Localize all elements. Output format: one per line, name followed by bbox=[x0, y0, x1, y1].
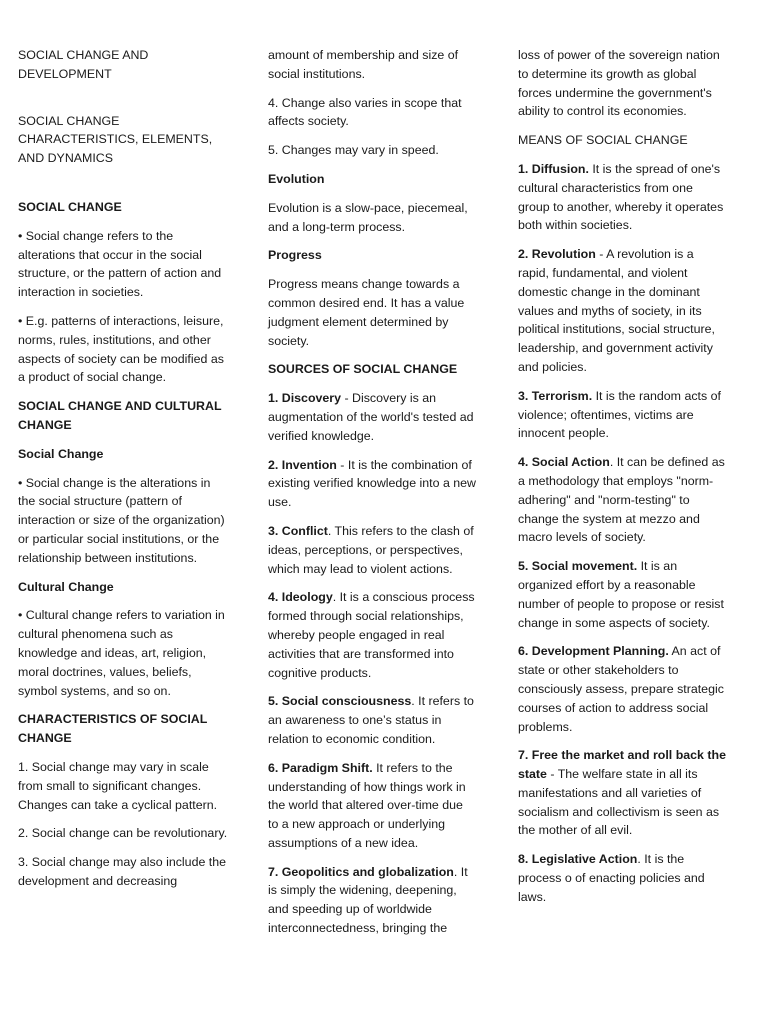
column-1 bbox=[18, 46, 228, 901]
source-5-label: 5. Social consciousness bbox=[268, 694, 412, 709]
source-1-text: - Discovery is an augmentation of the world's tested ad verified knowledge. bbox=[268, 391, 474, 443]
heading-social-change-sub: Social Change bbox=[18, 446, 104, 461]
source-2-text: - It is the combination of existing verified knowledge into a new use. bbox=[268, 457, 477, 510]
heading-social-and-cultural-change: SOCIAL CHANGE AND CULTURAL CHANGE bbox=[18, 399, 222, 432]
means-1-label: 1. Diffusion. bbox=[518, 161, 589, 176]
means-2-label: 2. Revolution bbox=[518, 247, 596, 262]
heading-sources: SOURCES OF SOCIAL CHANGE bbox=[268, 362, 458, 377]
means-3-label: 3. Terrorism. bbox=[518, 388, 593, 403]
source-6-text: It refers to the understanding of how things work in the world that altered over-time due to a new approach or underlying assumptions of a new idea. bbox=[268, 760, 466, 850]
means-7-text: - The welfare state in all its manifestations and all varieties of socialism and collectivism is seen as the mother of all evil. bbox=[518, 767, 720, 838]
means-1-text: It is the spread of one's cultural characteristics from one group to another, whereby it operates both within societies. bbox=[518, 161, 724, 233]
heading-characteristics: CHARACTERISTICS OF SOCIAL CHANGE bbox=[18, 712, 208, 746]
source-7-text: . It is simply the widening, deepening, and speeding up of worldwide interconnectedness, bringing the bbox=[268, 864, 468, 936]
progress-definition: Progress means change towards a common desired end. It has a value judgment element determined by society. bbox=[268, 277, 465, 348]
source-7 bbox=[268, 863, 476, 938]
source-4-label: 4. Ideology bbox=[268, 590, 333, 605]
characteristic-3: 3. Social change may also include the development and decreasing bbox=[18, 855, 227, 888]
characteristic-5: 5. Changes may vary in speed. bbox=[268, 143, 439, 158]
means-5 bbox=[518, 557, 728, 632]
source-7-continued: loss of power of the sovereign nation to determine its growth as global forces undermine the government's ability to control its economies. bbox=[518, 48, 720, 119]
means-7-label: 7. Free the market and roll back the state bbox=[518, 748, 726, 782]
cultural-change-definition: • Cultural change refers to variation in cultural phenomena such as knowledge and ideas, art, religion, moral doctrines, values, beliefs, symbol systems, and so on. bbox=[18, 608, 225, 698]
column-2 bbox=[268, 46, 476, 948]
means-1 bbox=[518, 160, 728, 235]
social-change-definition: • Social change is the alterations in the social structure (pattern of interaction or size of the organization) or particular social institutions, or the relationship between institutions. bbox=[18, 475, 225, 565]
means-2 bbox=[518, 245, 728, 377]
means-8 bbox=[518, 850, 728, 906]
heading-progress: Progress bbox=[268, 248, 322, 263]
source-4-text: . It is a conscious process formed through social relationships, whereby people engaged in real activities that are transformed into cognitive products. bbox=[268, 590, 475, 680]
characteristic-4: 4. Change also varies in scope that affects society. bbox=[268, 95, 462, 129]
source-2-label: 2. Invention bbox=[268, 457, 337, 472]
source-7-label: 7. Geopolitics and globalization bbox=[268, 864, 454, 879]
heading-means: MEANS OF SOCIAL CHANGE bbox=[518, 133, 688, 148]
means-2-text: - A revolution is a rapid, fundamental, and violent domestic change in the dominant values and myths of society, in its political institutions, social structure, leadership, and government activity and policies. bbox=[518, 247, 715, 374]
source-1 bbox=[268, 389, 476, 445]
heading-social-change: SOCIAL CHANGE bbox=[18, 199, 122, 214]
means-5-label: 5. Social movement. bbox=[518, 559, 638, 574]
source-5 bbox=[268, 692, 476, 748]
means-8-text: . It is the process o of enacting policies and laws. bbox=[518, 852, 705, 904]
source-2 bbox=[268, 456, 476, 512]
characteristic-1: 1. Social change may vary in scale from small to significant changes. Changes can take a cyclical pattern. bbox=[18, 759, 218, 812]
document-subtitle: SOCIAL CHANGE CHARACTERISTICS, ELEMENTS, AND DYNAMICS bbox=[18, 113, 213, 166]
characteristic-3-continued: amount of membership and size of social institutions. bbox=[268, 48, 459, 81]
means-8-label: 8. Legislative Action bbox=[518, 852, 638, 867]
social-change-bullet-1: • Social change refers to the alterations that occur in the social structure, or the pattern of action and interaction in societies. bbox=[18, 228, 222, 300]
means-4-label: 4. Social Action bbox=[518, 455, 610, 470]
source-5-text: . It refers to an awareness to one’s status in relation to economic condition. bbox=[268, 694, 474, 746]
means-7 bbox=[518, 746, 728, 840]
source-3-text: . This refers to the clash of ideas, perceptions, or perspectives, which may lead to violent actions. bbox=[268, 523, 474, 576]
means-4 bbox=[518, 453, 728, 547]
means-5-text: It is an organized effort by a reasonable number of people to propose or resist change in some aspects of society. bbox=[518, 559, 724, 630]
evolution-definition: Evolution is a slow-pace, piecemeal, and a long-term process. bbox=[268, 200, 468, 234]
means-3 bbox=[518, 387, 728, 443]
source-3 bbox=[268, 522, 476, 578]
heading-cultural-change: Cultural Change bbox=[18, 579, 114, 594]
means-6 bbox=[518, 642, 728, 736]
social-change-bullet-2: • E.g. patterns of interactions, leisure, norms, rules, institutions, and other aspects of society can be modified as a product of social change. bbox=[18, 313, 224, 385]
characteristic-2: 2. Social change can be revolutionary. bbox=[18, 826, 228, 841]
source-3-label: 3. Conflict bbox=[268, 523, 328, 538]
means-6-label: 6. Development Planning. bbox=[518, 644, 669, 659]
source-1-label: 1. Discovery bbox=[268, 391, 342, 406]
means-4-text: . It can be defined as a methodology that employs "norm-adhering" and "norm-testing" to change the system at mezzo and macro levels of society. bbox=[518, 455, 725, 545]
column-3 bbox=[518, 46, 728, 917]
source-6 bbox=[268, 759, 476, 853]
source-6-label: 6. Paradigm Shift. bbox=[268, 760, 373, 775]
means-6-text: An act of state or other stakeholders to consciously assess, prepare strategic courses of action to address social problems. bbox=[518, 644, 724, 734]
document-title: SOCIAL CHANGE AND DEVELOPMENT bbox=[18, 48, 149, 81]
source-4 bbox=[268, 588, 476, 682]
means-3-text: It is the random acts of violence; oftentimes, victims are innocent people. bbox=[518, 388, 721, 441]
heading-evolution: Evolution bbox=[268, 171, 325, 186]
